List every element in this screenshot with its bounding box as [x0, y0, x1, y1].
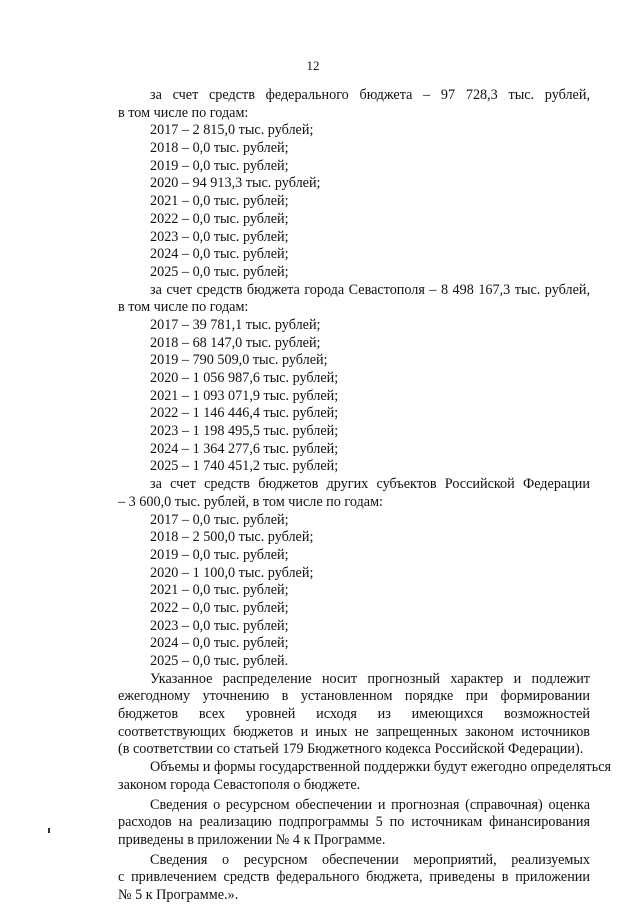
city-year: 2019 – 790 509,0 тыс. рублей; [150, 352, 328, 369]
subjects-intro-cont: – 3 600,0 тыс. рублей, в том числе по годам: [118, 493, 383, 510]
federal-intro: за счет средств федерального бюджета – 97 728,3 тыс. рублей, [150, 87, 590, 103]
city-year: 2021 – 1 093 071,9 тыс. рублей; [150, 387, 339, 404]
subjects-year: 2021 – 0,0 тыс. рублей; [150, 582, 289, 599]
federal-year: 2024 – 0,0 тыс. рублей; [150, 246, 289, 263]
city-intro: за счет средств бюджета города Севастополя – 8 498 167,3 тыс. рублей, [150, 281, 590, 298]
federal-intro-cont: в том числе по годам: [118, 104, 249, 121]
measures-paragraph-line: № 5 к Программе.». [118, 886, 239, 903]
city-year: 2018 – 68 147,0 тыс. рублей; [150, 334, 321, 351]
subjects-intro: за счет средств бюджетов других субъектов Российской Федерации [150, 476, 590, 493]
city-year: 2020 – 1 056 987,6 тыс. рублей; [150, 370, 339, 386]
resources-paragraph-line: приведены в приложении № 4 к Программе. [118, 831, 386, 848]
federal-year: 2020 – 94 913,3 тыс. рублей; [150, 175, 321, 192]
subjects-year: 2023 – 0,0 тыс. рублей; [150, 617, 289, 634]
distribution-paragraph-line: бюджетов всех уровней исходя из имеющихся возможностей [118, 706, 590, 723]
subjects-year: 2025 – 0,0 тыс. рублей. [150, 653, 289, 669]
city-year: 2025 – 1 740 451,2 тыс. рублей; [150, 458, 339, 475]
subjects-year: 2024 – 0,0 тыс. рублей; [150, 635, 289, 652]
city-year: 2023 – 1 198 495,5 тыс. рублей; [150, 423, 339, 440]
federal-year: 2023 – 0,0 тыс. рублей; [150, 228, 289, 245]
page-number: 12 [306, 58, 320, 73]
distribution-paragraph-line: Указанное распределение носит прогнозный характер и подлежит [150, 670, 590, 687]
federal-year: 2021 – 0,0 тыс. рублей; [150, 193, 289, 210]
federal-year: 2017 – 2 815,0 тыс. рублей; [150, 122, 314, 139]
subjects-year: 2019 – 0,0 тыс. рублей; [150, 546, 289, 563]
subjects-year: 2020 – 1 100,0 тыс. рублей; [150, 564, 314, 581]
measures-paragraph-line: Сведения о ресурсном обеспечении мероприятий, реализуемых [150, 851, 590, 868]
city-year: 2022 – 1 146 446,4 тыс. рублей; [150, 405, 339, 422]
federal-year: 2019 – 0,0 тыс. рублей; [150, 157, 289, 174]
distribution-paragraph-line: (в соответствии со статьей 179 Бюджетного кодекса Российской Федерации). [118, 741, 584, 758]
resources-paragraph-line: расходов на реализацию подпрограммы 5 по источникам финансирования [118, 814, 590, 831]
federal-year: 2022 – 0,0 тыс. рублей; [150, 210, 289, 227]
subjects-year: 2018 – 2 500,0 тыс. рублей; [150, 529, 314, 546]
subjects-year: 2022 – 0,0 тыс. рублей; [150, 599, 289, 616]
scan-speck [48, 828, 50, 833]
distribution-paragraph-line: соответствующих бюджетов и иных не запрещенных законом источников [118, 723, 590, 740]
distribution-paragraph-line: ежегодному уточнению в установленном порядке при формировании [118, 688, 590, 705]
support-paragraph-line: законом города Севастополя о бюджете. [118, 776, 361, 793]
city-intro-cont: в том числе по годам: [118, 299, 249, 316]
measures-paragraph-line: с привлечением средств федерального бюджета, приведены в приложении [118, 869, 590, 886]
support-paragraph-line: Объемы и формы государственной поддержки будут ежегодно определяться [150, 759, 612, 776]
federal-year: 2018 – 0,0 тыс. рублей; [150, 140, 289, 157]
resources-paragraph-line: Сведения о ресурсном обеспечении и прогнозная (справочная) оценка [150, 796, 590, 813]
document-body [118, 87, 612, 905]
city-year: 2024 – 1 364 277,6 тыс. рублей; [150, 440, 339, 457]
subjects-year: 2017 – 0,0 тыс. рублей; [150, 511, 289, 528]
city-year: 2017 – 39 781,1 тыс. рублей; [150, 316, 321, 333]
federal-year: 2025 – 0,0 тыс. рублей; [150, 263, 289, 280]
